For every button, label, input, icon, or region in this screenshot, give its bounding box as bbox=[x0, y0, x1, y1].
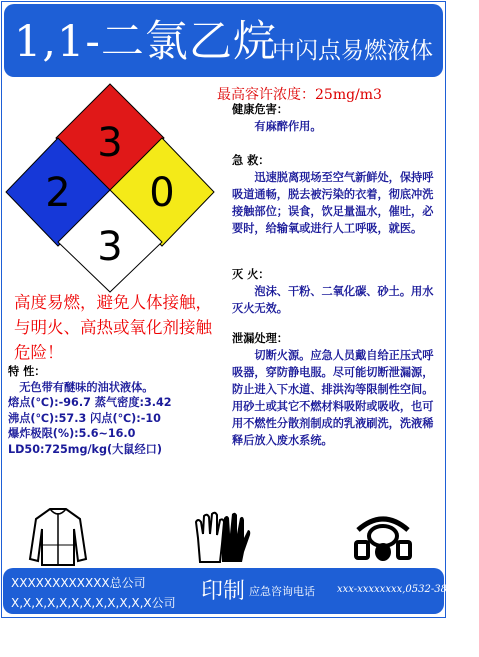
company-name: X,X,X,X,X,X,X,X,X,X,X,X公司 bbox=[11, 596, 176, 610]
health-hazard-text: 有麻醉作用。 bbox=[254, 120, 322, 133]
properties-desc: 无色带有醚味的油状液体。 bbox=[19, 380, 154, 394]
properties-row: 熔点(℃):-96.7 蒸气密度:3.42 bbox=[8, 396, 172, 409]
fire-fighting-section bbox=[232, 266, 436, 317]
first-aid-section bbox=[232, 152, 436, 237]
properties-row: LD50:725mg/kg(大鼠经口) bbox=[8, 442, 162, 456]
print-label: 印制 bbox=[201, 579, 246, 604]
reactivity-value: 0 bbox=[149, 170, 175, 216]
protective-clothing-icon bbox=[28, 505, 88, 567]
health-hazard-label: 健康危害： bbox=[232, 103, 288, 116]
properties-section bbox=[8, 364, 223, 457]
header-banner bbox=[4, 4, 443, 77]
leak-handling-section bbox=[232, 330, 436, 449]
hazard-warning: 高度易燃，避免人体接触，与明火、高热或氧化剂接触危险！ bbox=[14, 293, 212, 362]
gas-mask-icon bbox=[352, 512, 414, 564]
properties-label: 特 性： bbox=[8, 365, 46, 378]
emergency-label: 应急咨询电话 bbox=[249, 585, 315, 598]
emergency-phone: xxx-xxxxxxxx,0532-3889090 bbox=[337, 584, 479, 595]
first-aid-label: 急 救： bbox=[232, 154, 270, 167]
nfpa-diamond-icon bbox=[4, 82, 216, 294]
leak-handling-label: 泄漏处理： bbox=[232, 332, 288, 345]
chemical-name: 1,1-二氯乙烷 bbox=[14, 17, 277, 67]
protective-gloves-icon bbox=[192, 508, 252, 566]
special-value: 3 bbox=[97, 224, 123, 270]
first-aid-text: 迅速脱离现场至空气新鲜处，保持呼吸道通畅，脱去被污染的衣着，彻底冲洗接触部位；误食，饮足量温水，催吐，必要时，给输氧或进行人工呼吸，就医。 bbox=[232, 171, 434, 235]
max-concentration: 最高容许浓度：25mg/m3 bbox=[217, 87, 382, 103]
properties-row: 爆炸极限(%):5.6~16.0 bbox=[8, 427, 136, 440]
leak-handling-text: 切断火源。应急人员戴自给正压式呼吸器，穿防静电服。尽可能切断泄漏源，防止进入下水道、排洪沟等限制性空间。用砂土或其它不燃材料吸附或吸收，也可用不燃性分散剂制成的乳液刷洗，洗液稀释后放入废水系统。 bbox=[232, 349, 434, 447]
company-name: XXXXXXXXXXXX总公司 bbox=[11, 576, 146, 590]
fire-fighting-label: 灭 火： bbox=[232, 268, 270, 281]
properties-row: 沸点(℃):57.3 闪点(℃):-10 bbox=[8, 411, 161, 425]
fire-fighting-text: 泡沫、干粉、二氧化碳、砂土。用水灭火无效。 bbox=[232, 285, 434, 315]
health-value: 2 bbox=[45, 170, 71, 216]
health-hazard-section bbox=[232, 101, 436, 135]
footer-banner bbox=[3, 568, 479, 614]
hazard-class: 中闪点易燃液体 bbox=[272, 38, 433, 64]
flammability-value: 3 bbox=[97, 120, 123, 166]
